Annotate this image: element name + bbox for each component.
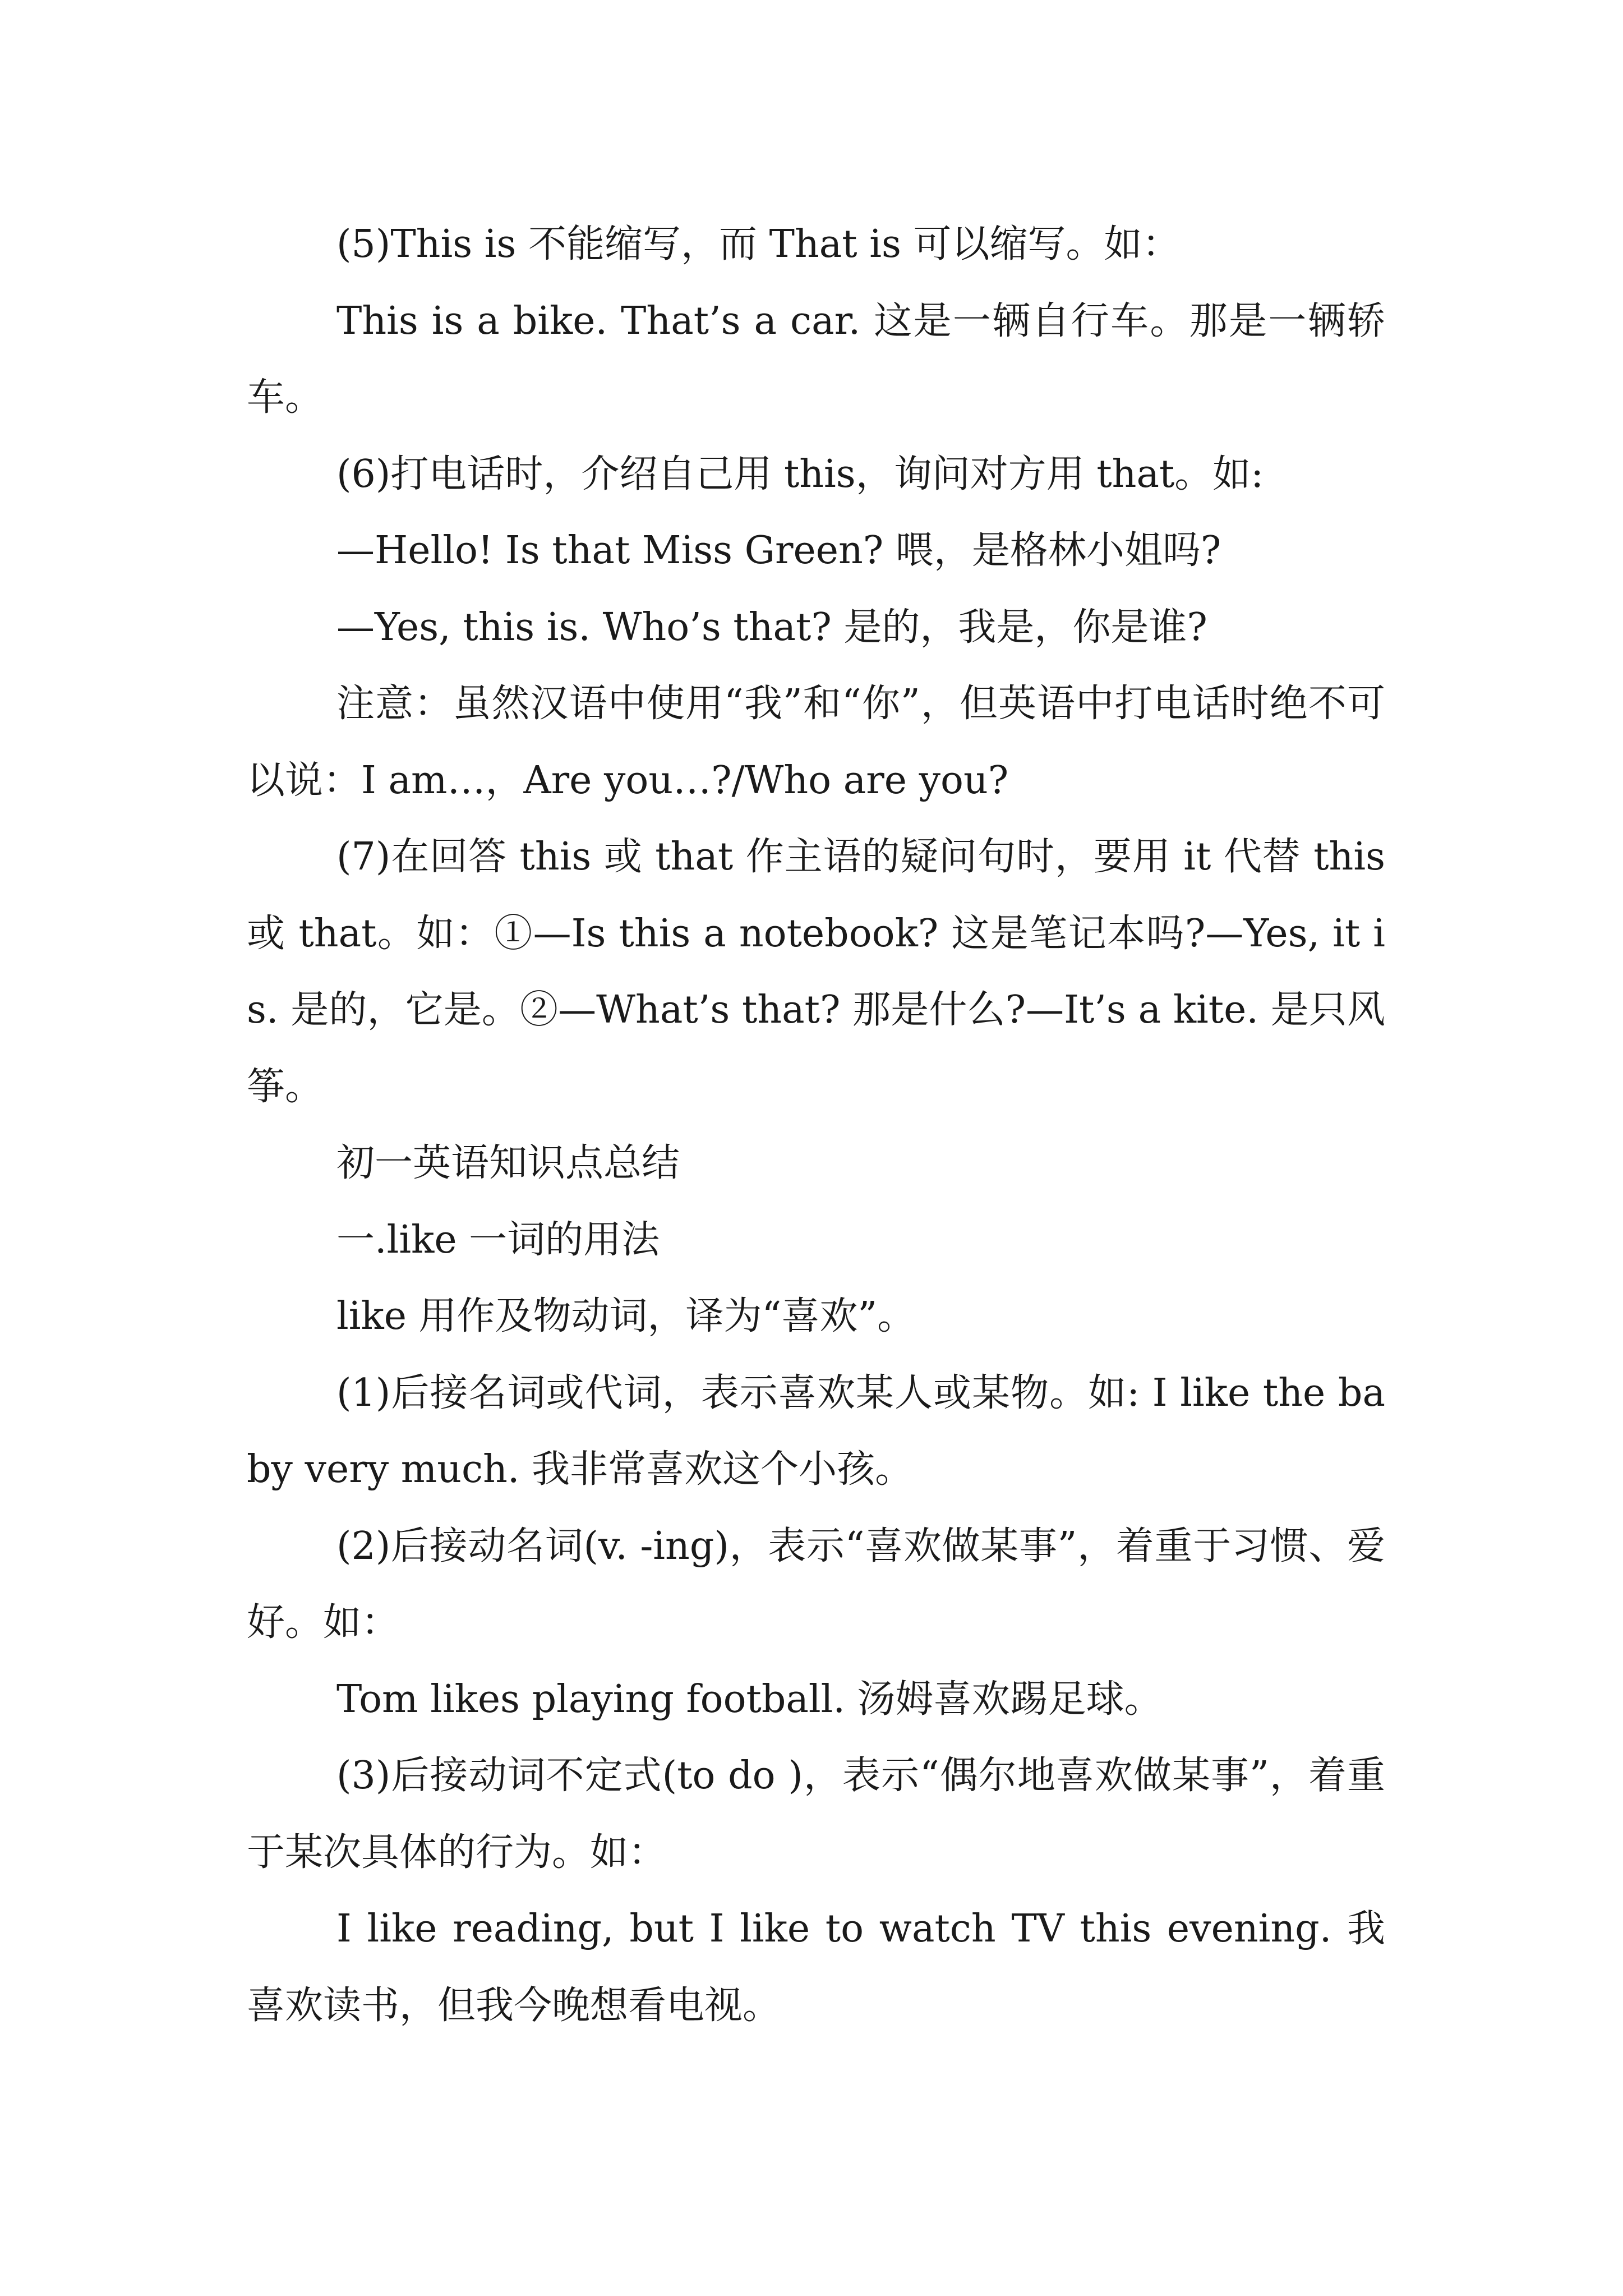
paragraph-hello-example: —Hello! Is that Miss Green? 喂，是格林小姐吗? [336,528,1221,573]
paragraph-this-is-contraction: (5)This is 不能缩写，而 That is 可以缩写。如： [336,222,1181,266]
paragraph-it-replacement-rule: (7)在回答 this 或 that 作主语的疑问句时，要用 it 代替 this 或 that。如：①—Is this a notebook? 这是笔记本吗?—Yes, it is. 是的，它是。②—What’s that? 那是什么?—It’s a kite. 是只风筝。 [247,835,1385,1109]
paragraph-like-infinitive-rule: (3)后接动词不定式(to do )，表示“偶尔地喜欢做某事”，着重于某次具体的行为。如： [247,1754,1385,1875]
paragraph-like-noun-rule: (1)后接名词或代词，表示喜欢某人或某物。如: I like the baby very much. 我非常喜欢这个小孩。 [247,1370,1385,1492]
paragraph-reading-tv-example: I like reading, but I like to watch TV this evening. 我喜欢读书，但我今晚想看电视。 [247,1907,1385,2028]
paragraph-telephone-rule: (6)打电话时，介绍自己用 this，询问对方用 that。如: [336,452,1264,496]
paragraph-like-definition: like 用作及物动词，译为“喜欢”。 [336,1294,916,1338]
paragraph-yes-this-is-example: —Yes, this is. Who’s that? 是的，我是，你是谁? [336,605,1207,650]
paragraph-telephone-note: 注意：虽然汉语中使用“我”和“你”，但英语中打电话时绝不可以说：I am…，Are you…?/Who are you? [247,682,1385,803]
section-title: 初一英语知识点总结 [336,1141,680,1185]
paragraph-like-gerund-rule: (2)后接动名词(v. -ing)，表示“喜欢做某事”，着重于习惯、爱好。如： [247,1524,1385,1645]
document-body [247,206,1385,2044]
section-heading-like: 一.like 一词的用法 [336,1217,660,1262]
paragraph-football-example: Tom likes playing football. 汤姆喜欢踢足球。 [336,1677,1163,1722]
paragraph-bike-car-example: This is a bike. That’s a car. 这是一辆自行车。那是一辆轿车。 [247,298,1385,420]
